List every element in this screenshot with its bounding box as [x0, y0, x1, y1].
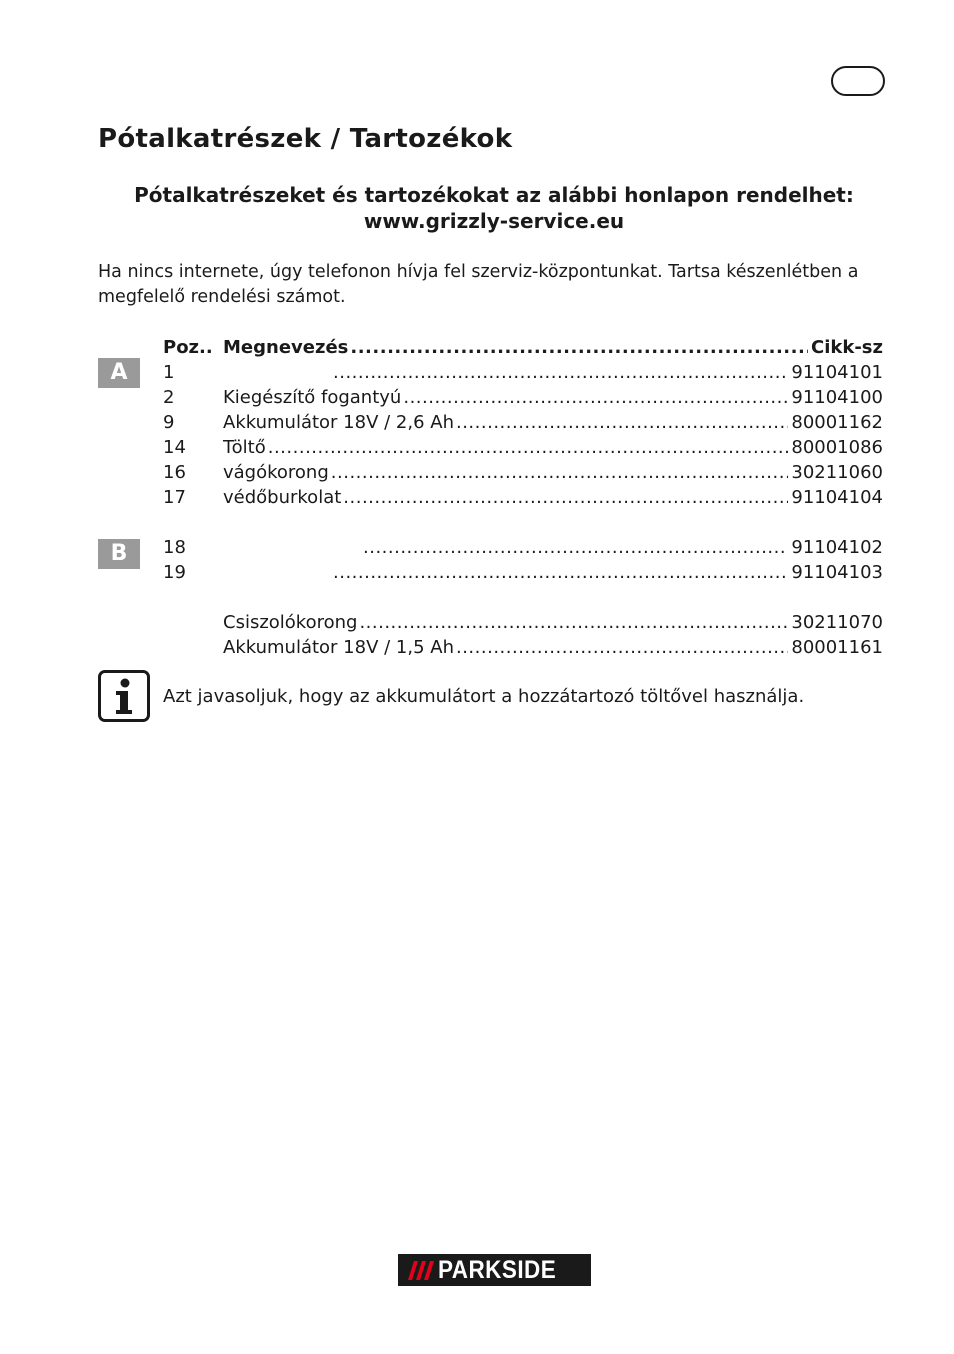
- logo-stripes-icon: [400, 1256, 438, 1284]
- row-pos: 16: [163, 462, 186, 483]
- row-number: 80001161: [791, 637, 883, 658]
- info-note: Azt javasoljuk, hogy az akkumulátort a hozzátartozó töltővel használja.: [163, 686, 805, 707]
- section-tag-a: A: [98, 358, 140, 388]
- table-row: [163, 385, 883, 410]
- row-name: vágókorong: [223, 462, 329, 483]
- table-row: [163, 410, 883, 435]
- intro-text: Ha nincs internete, úgy telefonon hívja fel szerviz-központunkat. Tartsa készenlétben a megfelelő rendelési számot.: [98, 262, 859, 307]
- row-name: Csiszolókorong: [223, 612, 358, 633]
- table-row: [163, 435, 883, 460]
- leader-dots: [456, 410, 788, 435]
- info-icon-glyph: [101, 673, 147, 719]
- row-name: Kiegészítő fogantyú: [223, 387, 402, 408]
- leader-dots: [359, 610, 788, 635]
- service-url: www.grizzly-service.eu: [363, 209, 625, 233]
- table-row: [163, 560, 883, 585]
- info-icon: [98, 670, 150, 722]
- parkside-logo: [398, 1254, 591, 1286]
- row-pos: 17: [163, 487, 186, 508]
- leader-dots: [350, 335, 808, 360]
- row-pos: 2: [163, 387, 175, 408]
- table-row: [163, 360, 883, 385]
- row-number: 91104101: [791, 362, 883, 383]
- brand-name: PARKSIDE: [438, 1256, 557, 1284]
- row-number: 91104103: [791, 562, 883, 583]
- parts-table-header: [163, 335, 883, 360]
- table-row: [163, 485, 883, 510]
- row-number: 80001162: [791, 412, 883, 433]
- row-name: védőburkolat: [223, 487, 342, 508]
- row-number: 30211060: [791, 462, 883, 483]
- leader-dots: [333, 560, 788, 585]
- row-pos: 9: [163, 412, 175, 433]
- table-row: [163, 460, 883, 485]
- row-pos: 18: [163, 537, 186, 558]
- page-title: Pótalkatrészek / Tartozékok: [98, 124, 513, 154]
- order-heading: [98, 182, 890, 234]
- table-row: [163, 610, 883, 635]
- row-number: 91104102: [791, 537, 883, 558]
- header-name: Megnevezés: [223, 337, 349, 358]
- section-tag-b: B: [98, 539, 140, 569]
- header-number: Cikk-sz: [811, 337, 883, 358]
- row-pos: 19: [163, 562, 186, 583]
- row-name: Töltő: [223, 437, 266, 458]
- row-number: 30211070: [791, 612, 883, 633]
- row-number: 91104104: [791, 487, 883, 508]
- leader-dots: [268, 435, 789, 460]
- row-pos: 1: [163, 362, 175, 383]
- leader-dots: [403, 385, 788, 410]
- header-pos: Poz..: [163, 337, 213, 358]
- leader-dots: [333, 360, 788, 385]
- row-number: 80001086: [791, 437, 883, 458]
- table-row: [163, 535, 883, 560]
- leader-dots: [343, 485, 788, 510]
- order-heading-text: Pótalkatrészeket és tartozékokat az alábbi honlapon rendelhet:: [134, 183, 854, 207]
- row-name: Akkumulátor 18V / 2,6 Ah: [223, 412, 454, 433]
- row-name: Akkumulátor 18V / 1,5 Ah: [223, 637, 454, 658]
- leader-dots: [363, 535, 788, 560]
- leader-dots: [331, 460, 789, 485]
- language-badge: [831, 66, 885, 96]
- row-pos: 14: [163, 437, 186, 458]
- row-number: 91104100: [791, 387, 883, 408]
- leader-dots: [456, 635, 788, 660]
- table-row: [163, 635, 883, 660]
